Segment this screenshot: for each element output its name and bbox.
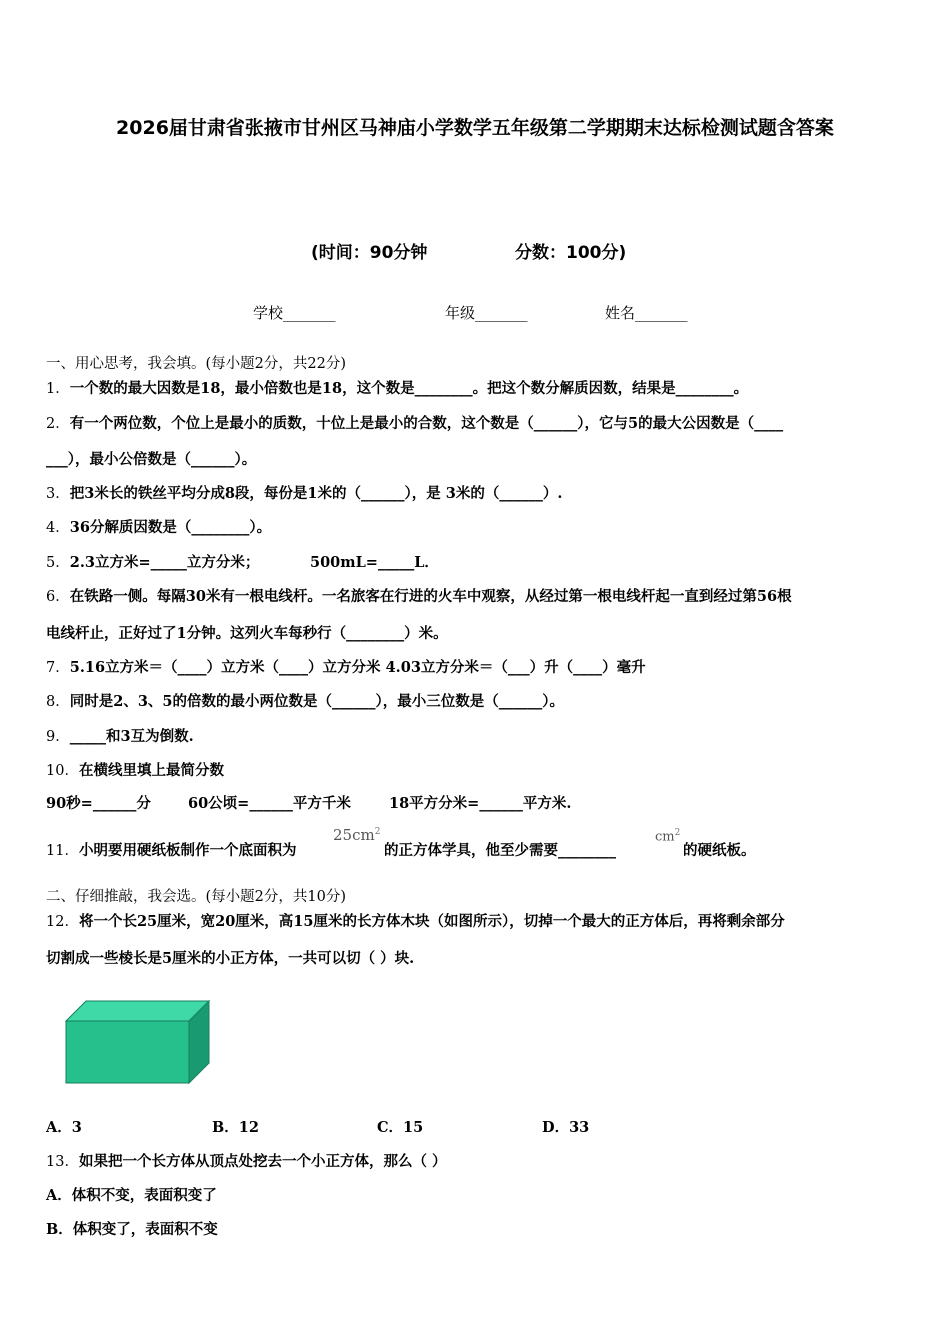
question-number: 3． xyxy=(46,486,70,502)
question-number: 4． xyxy=(46,520,70,536)
section1-heading: 一、用心思考，我会填。(每小题2分，共22分) xyxy=(46,356,346,372)
question-number: 9． xyxy=(46,729,70,745)
question-11-part-c: 的硬纸板。 xyxy=(683,842,756,859)
option-a[interactable]: A．体积不变，表面积变了 xyxy=(46,1187,217,1204)
question-4 xyxy=(46,516,271,537)
question-9 xyxy=(46,725,194,746)
option-a[interactable]: A．3 xyxy=(46,1119,82,1136)
question-text: 在横线里填上最简分数 xyxy=(78,762,224,779)
question-5 xyxy=(46,551,259,572)
school-field[interactable]: 学校_______ xyxy=(253,304,336,322)
question-number: 10． xyxy=(46,763,79,779)
question-text: 2.3立方米=_____立方分米； xyxy=(69,554,260,571)
question-11-part-b: 的正方体学具，他至少需要________ xyxy=(384,842,616,859)
question-6 xyxy=(46,585,792,606)
name-field[interactable]: 姓名_______ xyxy=(605,304,688,322)
question-12 xyxy=(46,910,785,931)
question-10-part-c: 18平方分米=______平方米. xyxy=(389,795,572,812)
question-text: 将一个长25厘米，宽20厘米，高15厘米的长方体木块（如图所示），切掉一个最大的正方体后，再将剩余部分 xyxy=(78,913,785,930)
question-number: 6． xyxy=(46,589,70,605)
question-12-cont: 切割成一些棱长是5厘米的小正方体，一共可以切（ ）块. xyxy=(46,950,415,967)
question-number: 7． xyxy=(46,660,70,676)
area-unit: $cm^2$ xyxy=(655,828,681,845)
option-d[interactable]: D．33 xyxy=(542,1119,590,1136)
area-value: $25cm^2$ xyxy=(333,826,381,844)
question-number: 1． xyxy=(46,381,70,397)
question-text: 如果把一个长方体从顶点处挖去一个小正方体，那么（ ） xyxy=(78,1153,447,1170)
question-7 xyxy=(46,656,646,677)
question-number: 5． xyxy=(46,555,70,571)
question-text: 一个数的最大因数是18，最小倍数也是18，这个数是________。把这个数分解质因数，结果是________。 xyxy=(69,380,749,397)
question-number: 13． xyxy=(46,1154,79,1170)
question-text: 有一个两位数，个位上是最小的质数，十位上是最小的合数，这个数是（______），它与5的最大公因数是（____ xyxy=(69,415,784,432)
grade-field[interactable]: 年级_______ xyxy=(445,304,528,322)
question-10-part-a: 90秒=______分 xyxy=(46,795,151,812)
cuboid-top-face xyxy=(66,1001,209,1021)
option-b[interactable]: B．体积变了，表面积不变 xyxy=(46,1221,218,1238)
question-6-cont: 电线杆止，正好过了1分钟。这列火车每秒行（________）米。 xyxy=(46,625,448,642)
question-text: 36分解质因数是（________）。 xyxy=(69,519,272,536)
document-title: 2026届甘肃省张掖市甘州区马神庙小学数学五年级第二学期期末达标检测试题含答案 xyxy=(116,117,834,139)
question-text: 在铁路一侧。每隔30米有一根电线杆。一名旅客在行进的火车中观察，从经过第一根电线杆起一直到经过第56根 xyxy=(69,588,792,605)
question-2-cont: ___），最小公倍数是（______）。 xyxy=(46,451,257,468)
question-text: _____和3互为倒数. xyxy=(69,728,194,745)
cuboid-front-face xyxy=(66,1021,189,1083)
question-1 xyxy=(46,377,748,398)
option-c[interactable]: C．15 xyxy=(377,1119,424,1136)
option-b[interactable]: B．12 xyxy=(212,1119,259,1136)
section2-heading: 二、仔细推敲，我会选。(每小题2分，共10分) xyxy=(46,889,346,905)
question-text: 5.16立方米＝（____）立方米（____）立方分米 4.03立方分米＝（___）升（____）毫升 xyxy=(69,659,646,676)
question-10-part-b: 60公顷=______平方千米 xyxy=(188,795,351,812)
question-5-part-b: 500mL=_____L． xyxy=(310,554,439,571)
question-number: 2． xyxy=(46,416,70,432)
question-text: 小明要用硬纸板制作一个底面积为 xyxy=(78,842,297,859)
question-number: 8． xyxy=(46,694,70,710)
question-number: 11． xyxy=(46,843,79,859)
question-10 xyxy=(46,759,224,780)
question-8 xyxy=(46,690,564,711)
question-2 xyxy=(46,412,783,433)
question-11 xyxy=(46,839,296,860)
exam-score: 分数：100分) xyxy=(515,243,627,263)
exam-time: (时间：90分钟 xyxy=(311,243,428,263)
question-13 xyxy=(46,1150,447,1171)
question-text: 同时是2、3、5的倍数的最小两位数是（______），最小三位数是（______）。 xyxy=(69,693,564,710)
cuboid-figure xyxy=(60,995,216,1087)
question-number: 12． xyxy=(46,914,79,930)
question-3 xyxy=(46,482,562,503)
question-text: 把3米长的铁丝平均分成8段，每份是1米的（______），是 3米的（______）. xyxy=(69,485,563,502)
